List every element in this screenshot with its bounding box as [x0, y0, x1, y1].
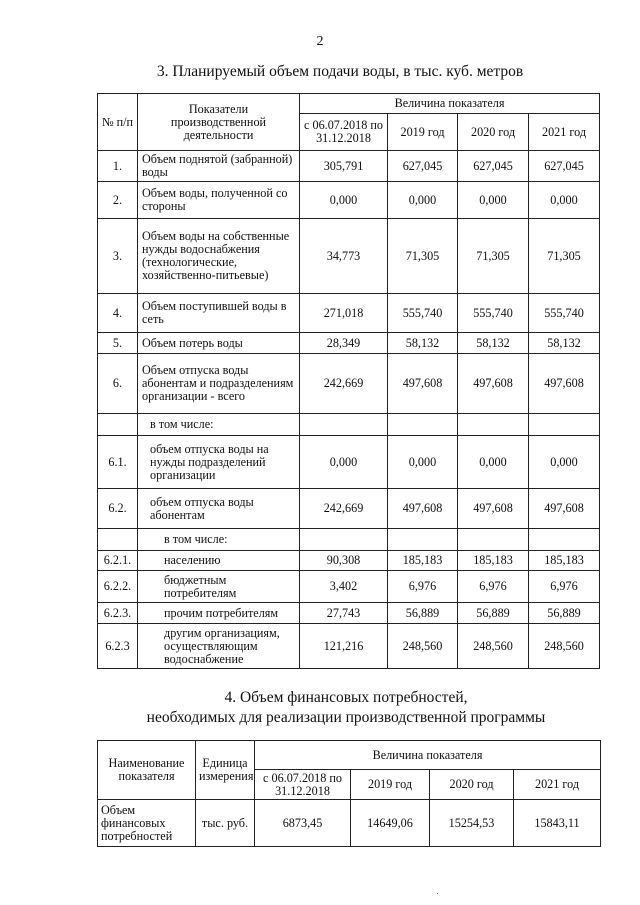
row-value: 56,889 [458, 603, 529, 624]
table-row [98, 571, 600, 603]
row-value: 0,000 [300, 436, 388, 489]
row-value: 271,018 [300, 294, 388, 333]
table-row [98, 436, 600, 489]
table-row [98, 294, 600, 333]
table2-title [26, 688, 640, 728]
row-value: 627,045 [529, 151, 600, 182]
table-row [98, 414, 600, 436]
row-value: 497,608 [388, 354, 458, 414]
row-value: 555,740 [529, 294, 600, 333]
row-value: 34,773 [300, 219, 388, 294]
row-value [458, 529, 529, 551]
row-value: 185,183 [458, 551, 529, 571]
row-name: бюджетным потребителям [138, 571, 300, 603]
row-value: 497,608 [388, 489, 458, 529]
header-period: с 06.07.2018 по 31.12.2018 [300, 114, 388, 151]
row-value: 248,560 [458, 624, 529, 669]
row-value: 6,976 [529, 571, 600, 603]
table-row [98, 551, 600, 571]
table-row [98, 529, 600, 551]
row-unit: тыс. руб. [196, 800, 255, 847]
header-name: Наименование показателя [98, 741, 196, 800]
table-row [98, 624, 600, 669]
financial-needs-table [97, 740, 601, 847]
row-value [388, 414, 458, 436]
row-num: 4. [98, 294, 138, 333]
header-value-group: Величина показателя [300, 94, 600, 114]
row-value [300, 414, 388, 436]
row-value [458, 414, 529, 436]
row-value: 3,402 [300, 571, 388, 603]
row-value: 6873,45 [255, 800, 351, 847]
row-name: Объем воды на собственные нужды водоснабжения (технологические, хозяйственно-питьевые) [138, 219, 300, 294]
row-value: 497,608 [529, 354, 600, 414]
row-num: 6.1. [98, 436, 138, 489]
row-name: Объем финансовых потребностей [98, 800, 196, 847]
row-value: 58,132 [529, 333, 600, 354]
row-value: 71,305 [529, 219, 600, 294]
row-value: 185,183 [529, 551, 600, 571]
table-row [98, 182, 600, 219]
row-num: 6.2.2. [98, 571, 138, 603]
row-value: 0,000 [458, 436, 529, 489]
row-value: 58,132 [388, 333, 458, 354]
row-num: 6.2.3. [98, 603, 138, 624]
row-value: 58,132 [458, 333, 529, 354]
row-name: Объем отпуска воды абонентам и подразделениям организации - всего [138, 354, 300, 414]
row-value: 627,045 [458, 151, 529, 182]
row-name: объем отпуска воды на нужды подразделений организации [138, 436, 300, 489]
row-value: 0,000 [300, 182, 388, 219]
table1-title: 3. Планируемый объем подачи воды, в тыс. куб. метров [156, 63, 524, 80]
row-num: 6.2. [98, 489, 138, 529]
row-value: 6,976 [458, 571, 529, 603]
table-row [98, 333, 600, 354]
row-value: 121,216 [300, 624, 388, 669]
row-num: 5. [98, 333, 138, 354]
row-value: 555,740 [388, 294, 458, 333]
row-num [98, 529, 138, 551]
table2-title-line2: необходимых для реализации производственной программы [146, 709, 546, 726]
row-value [388, 529, 458, 551]
water-supply-table [97, 93, 600, 669]
row-value: 242,669 [300, 489, 388, 529]
row-value: 71,305 [458, 219, 529, 294]
header-period: с 06.07.2018 по 31.12.2018 [255, 770, 351, 800]
row-value: 497,608 [458, 354, 529, 414]
row-value: 0,000 [458, 182, 529, 219]
header-period: 2021 год [529, 114, 600, 151]
row-num: 6.2.3 [98, 624, 138, 669]
header-period: 2021 год [514, 770, 601, 800]
row-name: прочим потребителям [138, 603, 300, 624]
header-value-group: Величина показателя [255, 741, 601, 770]
row-value: 15843,11 [514, 800, 601, 847]
row-value: 71,305 [388, 219, 458, 294]
row-value: 0,000 [529, 182, 600, 219]
table-row [98, 603, 600, 624]
row-value: 14649,06 [351, 800, 430, 847]
scan-speck [437, 893, 438, 894]
header-indicator: Показатели производственной деятельности [138, 94, 300, 151]
row-value: 0,000 [388, 436, 458, 489]
table2-title-line1: 4. Объем финансовых потребностей, [224, 689, 468, 706]
row-num: 6. [98, 354, 138, 414]
row-value: 305,791 [300, 151, 388, 182]
header-period: 2020 год [458, 114, 529, 151]
header-period: 2019 год [388, 114, 458, 151]
row-name: другим организациям, осуществляющим водоснабжение [138, 624, 300, 669]
table-row [98, 219, 600, 294]
row-value: 56,889 [529, 603, 600, 624]
row-value: 248,560 [529, 624, 600, 669]
header-num: № п/п [98, 94, 138, 151]
row-value: 242,669 [300, 354, 388, 414]
row-name: Объем поднятой (забранной) воды [138, 151, 300, 182]
row-value: 15254,53 [430, 800, 514, 847]
table-row [98, 151, 600, 182]
table-row [98, 489, 600, 529]
row-num [98, 414, 138, 436]
row-value: 6,976 [388, 571, 458, 603]
row-value: 56,889 [388, 603, 458, 624]
row-name: в том числе: [138, 414, 300, 436]
row-value: 248,560 [388, 624, 458, 669]
row-num: 2. [98, 182, 138, 219]
row-value: 555,740 [458, 294, 529, 333]
row-name: Объем поступившей воды в сеть [138, 294, 300, 333]
row-value [529, 529, 600, 551]
table-row [98, 800, 601, 847]
header-unit: Единица измерения [196, 741, 255, 800]
row-value: 28,349 [300, 333, 388, 354]
row-name: в том числе: [138, 529, 300, 551]
row-num: 6.2.1. [98, 551, 138, 571]
header-period: 2019 год [351, 770, 430, 800]
row-value: 0,000 [529, 436, 600, 489]
row-name: Объем потерь воды [138, 333, 300, 354]
row-value [300, 529, 388, 551]
page-number: 2 [316, 34, 324, 49]
row-value: 0,000 [388, 182, 458, 219]
row-value: 497,608 [458, 489, 529, 529]
row-name: населению [138, 551, 300, 571]
row-value: 27,743 [300, 603, 388, 624]
row-num: 3. [98, 219, 138, 294]
row-num: 1. [98, 151, 138, 182]
row-name: объем отпуска воды абонентам [138, 489, 300, 529]
header-period: 2020 год [430, 770, 514, 800]
row-value: 185,183 [388, 551, 458, 571]
row-value [529, 414, 600, 436]
row-value: 90,308 [300, 551, 388, 571]
table-row [98, 354, 600, 414]
row-name: Объем воды, полученной со стороны [138, 182, 300, 219]
row-value: 627,045 [388, 151, 458, 182]
row-value: 497,608 [529, 489, 600, 529]
